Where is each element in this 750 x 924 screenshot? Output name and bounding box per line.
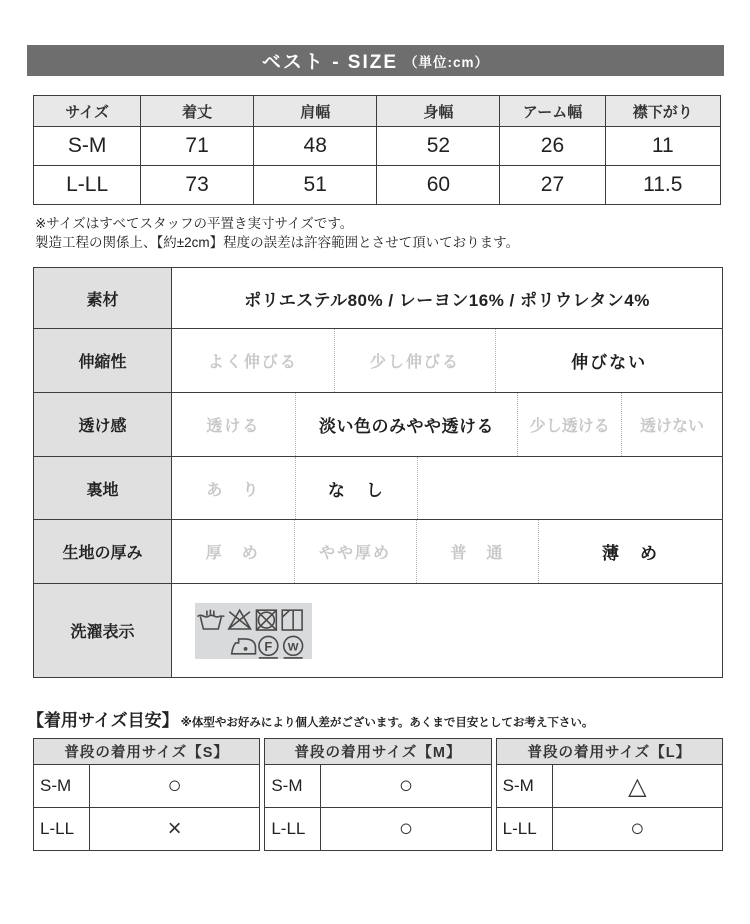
fit-size-label: L-LL (265, 808, 321, 851)
spec-label-sheer: 透け感 (34, 393, 172, 456)
spec-option: やや厚め (294, 520, 416, 583)
fit-row (496, 765, 722, 808)
fit-table-header: 普段の着用サイズ【S】 (34, 739, 260, 765)
do-not-tumble-dry-icon (256, 610, 276, 630)
spec-label-thickness: 生地の厚み (34, 520, 172, 583)
spec-label-laundry: 洗濯表示 (34, 584, 172, 677)
spec-label-material: 素材 (34, 268, 172, 328)
fit-row (34, 765, 260, 808)
fit-table-m (264, 738, 491, 851)
spec-option-selected: な し (295, 457, 418, 519)
size-value-cell: 71 (141, 127, 254, 166)
size-col-header: サイズ (34, 96, 141, 127)
fit-table-header: 普段の着用サイズ【L】 (496, 739, 722, 765)
size-col-header: 身幅 (377, 96, 500, 127)
spec-option: よく伸びる (207, 354, 298, 371)
note-line: 製造工程の関係上、【約±2cm】程度の誤差は許容範囲とさせて頂いております。 (35, 235, 520, 250)
fit-size-label: S-M (265, 765, 321, 808)
material-value: ポリエステル80% / レーヨン16% / ポリウレタン4% (244, 290, 650, 310)
size-name-cell: S-M (34, 127, 141, 166)
fit-table-header: 普段の着用サイズ【M】 (265, 739, 491, 765)
fit-guide-note: ※体型やお好みにより個人差がございます。あくまで目安としてお考え下さい。 (180, 717, 594, 729)
laundry-care-symbols (195, 603, 312, 659)
page-title: ベスト - SIZE (261, 52, 399, 73)
size-col-header: 襟下がり (605, 96, 720, 127)
fit-guide-heading (27, 706, 750, 731)
fit-size-label: S-M (496, 765, 552, 808)
fit-guide-title: 【着用サイズ目安】 (27, 711, 179, 730)
spec-option: 普 通 (416, 520, 539, 583)
size-value-cell: 11.5 (605, 166, 720, 205)
section-title-bar (27, 45, 724, 76)
spec-row-thickness (34, 520, 722, 584)
hand-wash-icon (198, 610, 224, 629)
fit-size-label: L-LL (34, 808, 90, 851)
fit-mark: × (90, 808, 260, 851)
spec-option-selected: 伸びない (495, 329, 722, 392)
size-value-cell: 48 (253, 127, 377, 166)
fit-table-s (33, 738, 260, 851)
unit-label: （単位:cm） (404, 54, 490, 70)
fit-tables (33, 738, 723, 851)
fit-size-label: L-LL (496, 808, 552, 851)
fit-mark: ○ (552, 808, 722, 851)
iron-low-heat-icon (232, 638, 256, 653)
spec-option: あ り (206, 481, 261, 499)
fit-mark: ○ (321, 765, 491, 808)
spec-label-lining: 裏地 (34, 457, 172, 519)
fit-mark: ○ (321, 808, 491, 851)
spec-row-laundry (34, 584, 722, 677)
fit-row (265, 808, 491, 851)
spec-option-selected: 淡い色のみやや透ける (295, 393, 518, 456)
svg-text:F: F (264, 638, 273, 654)
spec-option-selected: 薄 め (538, 520, 722, 583)
spec-option-empty (417, 457, 722, 519)
size-col-header: 着丈 (141, 96, 254, 127)
hang-dry-shade-icon (282, 610, 302, 630)
size-table-header-row (34, 96, 721, 127)
spec-option: 透けない (621, 393, 722, 456)
fit-row (496, 808, 722, 851)
spec-option: 少し透ける (517, 393, 621, 456)
size-col-header: アーム幅 (500, 96, 605, 127)
svg-text:W: W (287, 640, 299, 653)
size-value-cell: 11 (605, 127, 720, 166)
fit-size-label: S-M (34, 765, 90, 808)
spec-option: 透ける (206, 418, 261, 435)
spec-table (33, 267, 723, 678)
spec-row-lining (34, 457, 722, 520)
size-table-row (34, 166, 721, 205)
fit-row (34, 808, 260, 851)
spec-row-material (34, 268, 722, 329)
size-notes (35, 214, 750, 252)
fit-mark: △ (552, 765, 722, 808)
fit-table-l (496, 738, 723, 851)
size-value-cell: 52 (377, 127, 500, 166)
spec-option: 厚 め (205, 545, 260, 562)
dry-clean-f-icon (259, 636, 278, 658)
size-value-cell: 26 (500, 127, 605, 166)
spec-label-stretch: 伸縮性 (34, 329, 172, 392)
size-col-header: 肩幅 (253, 96, 377, 127)
spec-row-sheer (34, 393, 722, 457)
size-value-cell: 51 (253, 166, 377, 205)
laundry-symbols-svg (195, 603, 312, 659)
note-line: ※サイズはすべてスタッフの平置き実寸サイズです。 (35, 216, 354, 231)
spec-option: 少し伸びる (334, 329, 496, 392)
size-table-row (34, 127, 721, 166)
fit-row (265, 765, 491, 808)
size-value-cell: 60 (377, 166, 500, 205)
size-value-cell: 27 (500, 166, 605, 205)
fit-mark: ○ (90, 765, 260, 808)
spec-row-stretch (34, 329, 722, 393)
size-table (33, 95, 721, 205)
size-name-cell: L-LL (34, 166, 141, 205)
do-not-bleach-icon (229, 610, 251, 629)
wet-clean-w-icon (284, 636, 303, 658)
size-value-cell: 73 (141, 166, 254, 205)
